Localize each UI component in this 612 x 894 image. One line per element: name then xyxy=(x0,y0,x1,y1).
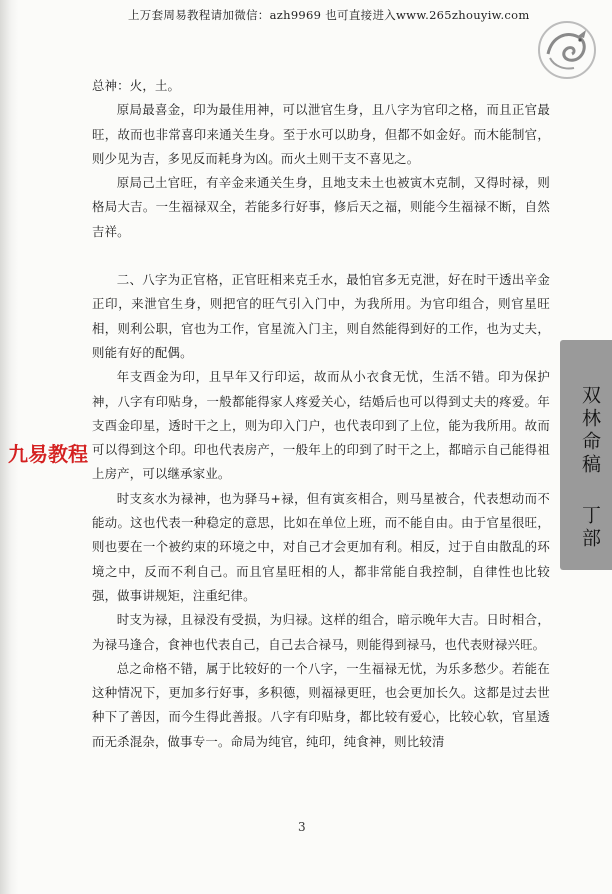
page-number: 3 xyxy=(298,820,306,834)
paragraph-7: 总之命格不错，属于比较好的一个八字，一生福禄无忧，为乐多愁少。若能在这种情况下，更加多行好事，多积德，则福禄更旺，也会更加长久。这都是过去世种下了善因，而今生得此善报。八字有印贴身，都比较有爱心，比较心软，官星透而无杀混杂，做事专一。命局为纯官，纯印，纯食神，则比较清 xyxy=(92,660,550,749)
paragraph-1: 原局最喜金，印为最佳用神，可以泄官生身，且八字为官印之格，而且正官最旺，故而也非常喜印来通关生身。至于水可以助身，但都不如金好。而木能制官，则少见为吉，多见反而耗身为凶。而火土则干支不喜见之。 xyxy=(92,102,550,166)
header-advertisement: 上万套周易教程请加微信：azh9969 也可直接进入www.265zhouyiw.com xyxy=(128,8,530,22)
paragraph-4: 年支酉金为印，且早年又行印运，故而从小衣食无忧，生活不错。印为保护神，八字有印贴身，一般都能得家人疼爱关心，结婚后也可以得到丈夫的疼爱。年支酉金印星，透时干之上，则为印入门户，也代表印到了上位，能为我所用。故而可以得到这个印。印也代表房产，一般年上的印到了时干之上，都暗示自己能得祖上房产，可以继承家业。 xyxy=(92,369,550,482)
paragraph-5: 时支亥水为禄神，也为驿马+禄，但有寅亥相合，则马星被合，代表想动而不能动。这也代表一种稳定的意思，比如在单位上班，而不能自由。由于官星很旺，则也要在一个被约束的环境之中，对自己才会更加有利。相反，过于自由散乱的环境之中，反而不利自己。而且官星旺相的人，都非常能自我控制，自律性也比较强，做事讲规矩，注重纪律。 xyxy=(92,490,550,603)
body-text xyxy=(92,74,550,754)
side-tab-title: 双林命稿 xyxy=(579,385,601,477)
dragon-seal-icon xyxy=(534,18,600,82)
paragraph-3: 二、八字为正官格，正官旺相来克壬水，最怕官多无克泄，好在时干透出辛金正印，来泄官生身，则把官的旺气引入门中，为我所用。为官印组合，则官星旺相，则利公职，官也为工作，官星流入门主，则自然能得到好的工作，也为丈夫，则能有好的配偶。 xyxy=(92,272,550,360)
paragraph-6: 时支为禄，且禄没有受损，为归禄。这样的组合，暗示晚年大吉。日时相合，为禄马逢合，食神也代表自己，自己去合禄马，则能得到禄马，也代表财禄兴旺。 xyxy=(92,612,550,652)
paragraph-2: 原局己土官旺，有辛金来通关生身，且地支未土也被寅木克制，又得时禄，则格局大吉。一生福禄双全，若能多行好事，修后天之福，则能今生福禄不断，自然吉祥。 xyxy=(92,175,550,239)
section-heading: 总神：火，土。 xyxy=(92,78,181,93)
watermark-text: 九易教程 xyxy=(8,442,88,466)
side-tab-subtitle: 丁部 xyxy=(579,505,601,551)
